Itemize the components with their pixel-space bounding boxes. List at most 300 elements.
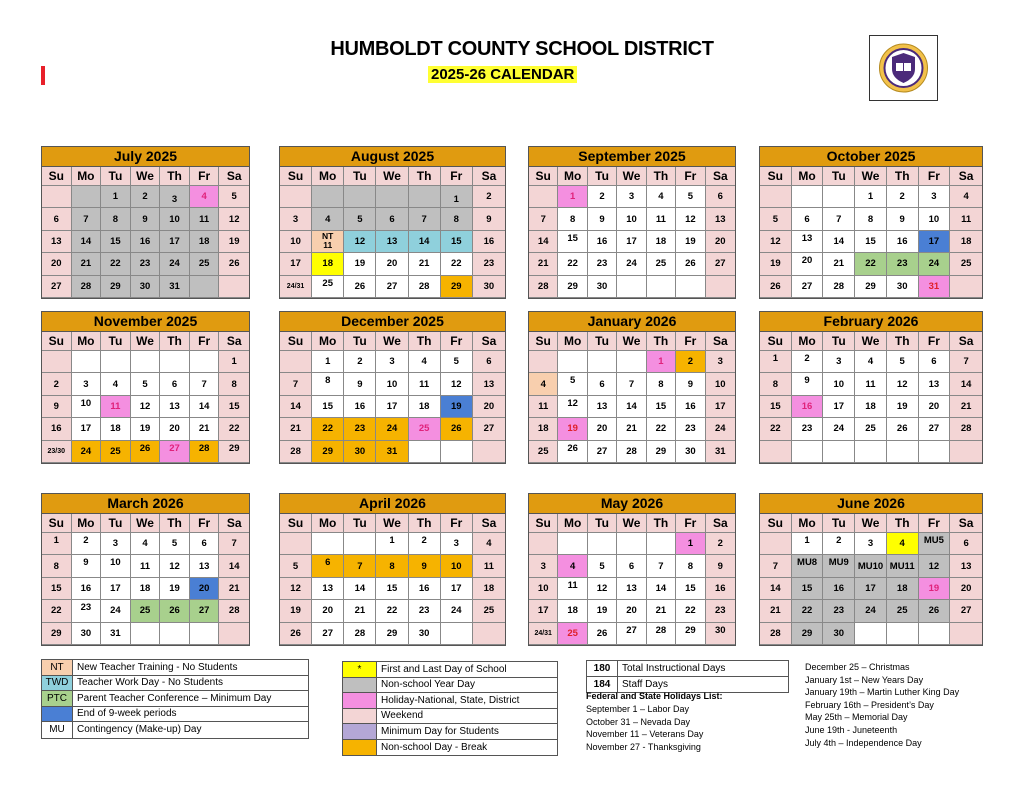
day-cell: 29: [647, 441, 676, 463]
day-cell: 7: [617, 373, 646, 395]
day-cell: 22: [219, 418, 249, 440]
weekday-header: Tu: [588, 332, 617, 351]
month-days-grid: [280, 514, 505, 645]
legend-swatch: [42, 707, 73, 722]
day-cell: 15: [792, 578, 824, 600]
day-cell: 2: [42, 373, 72, 395]
day-cell: 12: [131, 396, 161, 418]
count-number: 184: [587, 677, 618, 693]
day-cell: 27: [376, 276, 408, 298]
day-cell: 16: [409, 578, 441, 600]
day-cell: 1: [558, 186, 587, 208]
day-cell: 10: [376, 373, 408, 395]
day-cell: 16: [887, 231, 919, 253]
day-cell: 16: [72, 578, 102, 600]
day-cell: 29: [42, 623, 72, 645]
day-cell: [473, 623, 505, 645]
weekday-header: Mo: [312, 167, 344, 186]
month-march-2026: [41, 493, 250, 646]
day-cell: 4: [312, 208, 344, 230]
day-cell: [760, 186, 792, 208]
day-cell: 9: [588, 208, 617, 230]
day-cell: 23/30: [42, 441, 72, 463]
day-cell: 25: [647, 253, 676, 275]
day-cell: 2: [344, 351, 376, 373]
day-cell: 13: [950, 555, 982, 577]
day-cell: 24: [101, 600, 131, 622]
day-cell: 13: [376, 231, 408, 253]
day-cell: 21: [280, 418, 312, 440]
weekday-header: Sa: [219, 167, 249, 186]
weekday-header: Sa: [706, 167, 735, 186]
day-cell: 20: [376, 253, 408, 275]
weekday-header: Fr: [190, 332, 220, 351]
day-cell: 5: [588, 555, 617, 577]
weekday-header: Th: [160, 514, 190, 533]
weekday-header: Th: [887, 167, 919, 186]
day-cell: 14: [190, 396, 220, 418]
weekday-header: Fr: [441, 167, 473, 186]
day-cell: 24: [160, 253, 190, 275]
day-cell: [344, 533, 376, 555]
day-cell: 18: [190, 231, 220, 253]
weekday-header: Su: [280, 167, 312, 186]
day-cell: [950, 441, 982, 463]
day-cell: 12: [344, 231, 376, 253]
month-july-2025: [41, 146, 250, 299]
day-cell: [529, 533, 558, 555]
day-cell: 23: [887, 253, 919, 275]
day-cell: 17: [101, 578, 131, 600]
day-cell: 28: [823, 276, 855, 298]
day-cell: 15: [312, 396, 344, 418]
holiday-item: September 1 – Labor Day: [586, 704, 690, 714]
day-cell: 18: [647, 231, 676, 253]
day-cell: 24: [855, 600, 887, 622]
day-cell: [950, 276, 982, 298]
day-cell: 8: [312, 373, 344, 395]
day-cell: 27: [42, 276, 72, 298]
month-december-2025: [279, 311, 506, 464]
weekday-header: Mo: [792, 514, 824, 533]
day-cell: 29: [312, 441, 344, 463]
day-cell: 24: [376, 418, 408, 440]
day-cell: 22: [647, 418, 676, 440]
day-cell: 18: [558, 600, 587, 622]
legend-codes: [41, 659, 309, 739]
month-title: November 2025: [42, 312, 249, 332]
month-february-2026: [759, 311, 983, 464]
weekday-header: Mo: [558, 514, 587, 533]
day-cell: 5: [558, 373, 587, 395]
day-cell: 4: [529, 373, 558, 395]
day-cell: 9: [42, 396, 72, 418]
day-cell: 7: [950, 351, 982, 373]
day-cell: 16: [706, 578, 735, 600]
day-cell: [558, 533, 587, 555]
day-cell: [280, 533, 312, 555]
day-cell: 4: [558, 555, 587, 577]
day-cell: 12: [280, 578, 312, 600]
day-cell: [190, 623, 220, 645]
day-cell: 15: [676, 578, 705, 600]
count-label: Staff Days: [622, 678, 668, 690]
month-days-grid: [280, 167, 505, 298]
weekday-header: Su: [42, 332, 72, 351]
day-cell: 13: [706, 208, 735, 230]
day-cell: MU10: [855, 555, 887, 577]
day-cell: 18: [855, 396, 887, 418]
day-cell: 28: [760, 623, 792, 645]
day-cell: 19: [588, 600, 617, 622]
day-cell: 8: [855, 208, 887, 230]
weekday-header: Fr: [919, 332, 951, 351]
day-cell: 15: [42, 578, 72, 600]
day-cell: [312, 231, 344, 253]
day-cell: 15: [558, 231, 587, 253]
day-cell: 21: [950, 396, 982, 418]
day-cell: 22: [676, 600, 705, 622]
day-cell: 1: [792, 533, 824, 555]
day-cell: 19: [887, 396, 919, 418]
day-cell: [42, 351, 72, 373]
legend-row: [42, 676, 308, 692]
weekday-header: Th: [887, 514, 919, 533]
day-cell: 28: [409, 276, 441, 298]
day-cell: [887, 623, 919, 645]
day-cell: 6: [792, 208, 824, 230]
day-cell: 12: [760, 231, 792, 253]
day-cell: 9: [409, 555, 441, 577]
day-cell: 14: [409, 231, 441, 253]
day-cell: 23: [792, 418, 824, 440]
day-cell: 20: [919, 396, 951, 418]
day-cell: 18: [887, 578, 919, 600]
day-cell: 13: [919, 373, 951, 395]
day-cell: 28: [280, 441, 312, 463]
day-cell: [280, 351, 312, 373]
day-cell: 24/31: [529, 623, 558, 645]
day-cell: 14: [72, 231, 102, 253]
day-cell: 17: [706, 396, 735, 418]
month-days-grid: [280, 332, 505, 463]
day-cell: 9: [473, 208, 505, 230]
day-cell: 19: [441, 396, 473, 418]
day-cell: 12: [676, 208, 705, 230]
day-cell: 18: [101, 418, 131, 440]
day-cell: 28: [344, 623, 376, 645]
weekday-header: Su: [760, 514, 792, 533]
weekday-header: Su: [529, 514, 558, 533]
holiday-item: January 19th – Martin Luther King Day: [805, 687, 960, 698]
day-cell: 27: [617, 623, 646, 645]
legend-row: [42, 660, 308, 676]
day-cell: 10: [529, 578, 558, 600]
day-cell: MU5: [919, 533, 951, 555]
day-cell: 23: [823, 600, 855, 622]
weekday-header: Tu: [344, 167, 376, 186]
day-cell: 28: [219, 600, 249, 622]
day-cell: 15: [376, 578, 408, 600]
holiday-item: December 25 – Christmas: [805, 662, 910, 672]
day-cell: 14: [280, 396, 312, 418]
weekday-header: Tu: [823, 332, 855, 351]
day-cell: [441, 441, 473, 463]
day-cell: 22: [558, 253, 587, 275]
day-cell: 25: [558, 623, 587, 645]
day-cell: 4: [101, 373, 131, 395]
day-cell: 11: [473, 555, 505, 577]
day-cell: 7: [529, 208, 558, 230]
day-cell: 25: [409, 418, 441, 440]
day-cell: 17: [376, 396, 408, 418]
weekday-header: Tu: [101, 167, 131, 186]
weekday-header: We: [131, 514, 161, 533]
weekday-header: Th: [409, 514, 441, 533]
day-cell: 15: [647, 396, 676, 418]
day-cell: 22: [441, 253, 473, 275]
day-cell: 24/31: [280, 276, 312, 298]
weekday-header: We: [131, 332, 161, 351]
day-cell: 17: [72, 418, 102, 440]
legend-row: [343, 709, 557, 725]
day-cell: 10: [280, 231, 312, 253]
day-cell: [160, 351, 190, 373]
day-cell: 2: [72, 533, 102, 555]
day-cell: 3: [101, 533, 131, 555]
legend-label: Non-school Day - Break: [381, 741, 488, 753]
day-cell: 12: [441, 373, 473, 395]
day-counts: [586, 660, 789, 693]
day-cell: 28: [529, 276, 558, 298]
weekday-header: Tu: [823, 514, 855, 533]
day-cell: [441, 623, 473, 645]
day-cell: 3: [706, 351, 735, 373]
day-cell: [760, 533, 792, 555]
day-cell: [647, 533, 676, 555]
day-cell: 6: [588, 373, 617, 395]
month-title: December 2025: [280, 312, 505, 332]
weekday-header: Tu: [823, 167, 855, 186]
day-cell: 16: [344, 396, 376, 418]
day-cell: 18: [131, 578, 161, 600]
day-cell: 2: [706, 533, 735, 555]
day-cell: 30: [72, 623, 102, 645]
day-cell: 26: [344, 276, 376, 298]
day-cell: 8: [441, 208, 473, 230]
day-cell: 12: [887, 373, 919, 395]
month-title: June 2026: [760, 494, 982, 514]
day-cell: 7: [190, 373, 220, 395]
legend-colors: [342, 661, 558, 756]
day-cell: [72, 351, 102, 373]
day-cell: 11: [647, 208, 676, 230]
day-cell: 3: [280, 208, 312, 230]
weekday-header: Th: [887, 332, 919, 351]
day-cell: 26: [441, 418, 473, 440]
legend-swatch: *: [343, 662, 377, 677]
day-cell: 12: [558, 396, 587, 418]
day-cell: 19: [760, 253, 792, 275]
day-cell: 15: [219, 396, 249, 418]
day-cell: 3: [160, 186, 190, 208]
day-cell: 20: [792, 253, 824, 275]
weekday-header: Tu: [101, 332, 131, 351]
weekday-header: Mo: [72, 332, 102, 351]
day-cell: 30: [887, 276, 919, 298]
legend-swatch: [343, 693, 377, 708]
weekday-header: Tu: [588, 514, 617, 533]
day-cell: 23: [473, 253, 505, 275]
day-cell: 28: [190, 441, 220, 463]
day-cell: 23: [344, 418, 376, 440]
day-cell: 6: [190, 533, 220, 555]
day-cell: 5: [676, 186, 705, 208]
day-cell: 26: [280, 623, 312, 645]
weekday-header: Mo: [72, 514, 102, 533]
day-cell: 1: [312, 351, 344, 373]
day-cell: 9: [676, 373, 705, 395]
day-cell: 21: [647, 600, 676, 622]
legend-label: Minimum Day for Students: [381, 725, 499, 737]
month-title: February 2026: [760, 312, 982, 332]
holidays-title: Federal and State Holidays List:: [586, 691, 723, 701]
day-cell: 4: [131, 533, 161, 555]
day-cell: 2: [823, 533, 855, 555]
day-cell: 17: [855, 578, 887, 600]
day-cell: [706, 276, 735, 298]
weekday-header: Sa: [706, 514, 735, 533]
count-label: Total Instructional Days: [622, 662, 726, 674]
weekday-header: Mo: [312, 514, 344, 533]
holidays-list-right: [805, 661, 959, 749]
day-cell: 14: [647, 578, 676, 600]
day-cell: [72, 186, 102, 208]
day-cell: [950, 623, 982, 645]
day-cell: 6: [42, 208, 72, 230]
day-cell: [823, 186, 855, 208]
day-cell: 7: [219, 533, 249, 555]
legend-swatch: MU: [42, 722, 73, 738]
month-october-2025: [759, 146, 983, 299]
day-cell: 25: [855, 418, 887, 440]
day-cell-line: NT: [322, 231, 334, 242]
day-cell: 6: [376, 208, 408, 230]
day-cell: 11: [950, 208, 982, 230]
month-january-2026: [528, 311, 736, 464]
day-cell: 31: [101, 623, 131, 645]
day-cell: 5: [441, 351, 473, 373]
red-margin-mark: [41, 66, 45, 85]
day-cell: 20: [588, 418, 617, 440]
day-cell: 30: [588, 276, 617, 298]
day-cell: 6: [160, 373, 190, 395]
day-cell: 18: [529, 418, 558, 440]
weekday-header: We: [617, 332, 646, 351]
day-cell: 6: [473, 351, 505, 373]
month-title: July 2025: [42, 147, 249, 167]
legend-swatch: [343, 709, 377, 724]
day-cell: 25: [101, 441, 131, 463]
day-cell: 9: [792, 373, 824, 395]
month-days-grid: [42, 167, 249, 298]
day-cell: [131, 351, 161, 373]
legend-swatch: [343, 678, 377, 693]
weekday-header: Fr: [441, 514, 473, 533]
weekday-header: Mo: [792, 167, 824, 186]
legend-label: New Teacher Training - No Students: [77, 661, 238, 673]
day-cell: 20: [42, 253, 72, 275]
day-cell: [219, 623, 249, 645]
day-cell: 10: [72, 396, 102, 418]
day-cell: 8: [376, 555, 408, 577]
day-cell: [855, 441, 887, 463]
holiday-item: October 31 – Nevada Day: [586, 716, 691, 727]
legend-row: [343, 693, 557, 709]
month-days-grid: [529, 332, 735, 463]
day-cell: 1: [441, 186, 473, 208]
day-cell: 19: [919, 578, 951, 600]
day-cell: 10: [706, 373, 735, 395]
legend-swatch: TWD: [42, 676, 73, 691]
day-cell-line: 11: [323, 240, 333, 251]
legend-row: [343, 724, 557, 740]
day-cell: 3: [72, 373, 102, 395]
month-title: August 2025: [280, 147, 505, 167]
day-cell: 27: [792, 276, 824, 298]
day-cell: 4: [950, 186, 982, 208]
day-cell: MU11: [887, 555, 919, 577]
holidays-list-left: [586, 703, 703, 753]
legend-row: [42, 722, 308, 738]
day-cell: [647, 276, 676, 298]
day-cell: 16: [42, 418, 72, 440]
day-cell: [529, 186, 558, 208]
day-cell: 7: [647, 555, 676, 577]
day-cell: 16: [588, 231, 617, 253]
day-cell: 8: [760, 373, 792, 395]
day-cell: 5: [280, 555, 312, 577]
day-cell: [823, 441, 855, 463]
day-cell: 29: [219, 441, 249, 463]
day-cell: [409, 186, 441, 208]
legend-label: First and Last Day of School: [381, 663, 507, 675]
weekday-header: Th: [160, 332, 190, 351]
day-cell: 11: [529, 396, 558, 418]
weekday-header: Su: [280, 332, 312, 351]
day-cell: 22: [855, 253, 887, 275]
weekday-header: Su: [280, 514, 312, 533]
day-cell: 8: [558, 208, 587, 230]
weekday-header: Th: [160, 167, 190, 186]
day-cell: 26: [131, 441, 161, 463]
month-title: April 2026: [280, 494, 505, 514]
day-cell: 17: [919, 231, 951, 253]
day-cell: 11: [131, 555, 161, 577]
day-cell: 29: [676, 623, 705, 645]
weekday-header: Fr: [190, 167, 220, 186]
day-cell: 24: [617, 253, 646, 275]
weekday-header: Fr: [190, 514, 220, 533]
day-cell: 8: [101, 208, 131, 230]
day-cell: 20: [473, 396, 505, 418]
day-cell: 2: [887, 186, 919, 208]
day-cell: 11: [101, 396, 131, 418]
day-cell: 6: [617, 555, 646, 577]
day-cell: [131, 623, 161, 645]
day-cell: [617, 351, 646, 373]
weekday-header: Sa: [473, 332, 505, 351]
